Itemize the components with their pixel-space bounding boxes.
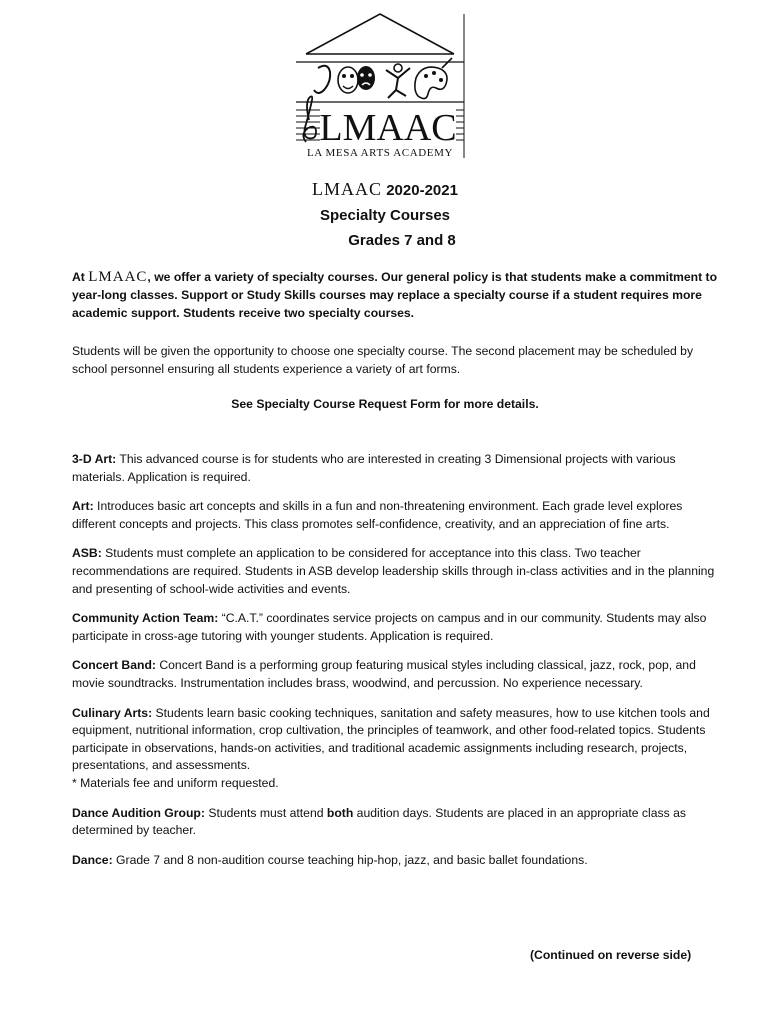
course-name: 3-D Art: [72,452,117,466]
course-description: Students must complete an application to be considered for acceptance into this class. Two teacher recommendations are required. Students in ASB develop leadership skills through in-class activities and in the planning and presenting of school-wide activities and events. [72,546,715,596]
course-community-action-team [72,610,726,645]
title-line-grades: Grades 7 and 8 [348,232,456,249]
course-description: Introduces basic art concepts and skills in a fun and non-threatening environment. Each grade level explores different concepts and projects. This class promotes self-confidence, creativity, and an appreciation of fine arts. [72,499,683,531]
course-concert-band [72,657,726,692]
course-name: Dance: [72,852,113,867]
title-line-courses: Specialty Courses [319,207,451,224]
course-description: Grade 7 and 8 non-audition course teaching hip-hop, jazz, and basic ballet foundations. [112,852,588,867]
course-name: Art: [72,499,94,514]
title-year: 2020-2021 [386,182,458,199]
logo-subtitle: LA MESA ARTS ACADEMY [306,147,454,159]
course-dance [72,852,726,870]
course-name: Culinary Arts: [72,705,153,720]
page-title [0,177,770,253]
choice-paragraph: Students will be given the opportunity to choose one specialty course. The second placement may be scheduled by school personnel ensuring all students experience a variety of art forms. [72,344,694,376]
course-description: This advanced course is for students who are interested in creating 3 Dimensional projects with various materials. Application is required. [72,452,676,484]
intro-paragraph [72,268,724,322]
course-name: ASB: [72,546,102,561]
course-description: Concert Band is a performing group featuring musical styles including classical, jazz, rock, pop, and movie soundtracks. Instrumentation includes brass, woodwind, and percussion. No experience necessary. [72,658,696,690]
course-description: Students learn basic cooking techniques, sanitation and safety measures, how to use kitchen tools and equipment, nutritional information, crop cultivation, the principles of teamwork, and other food-related topics. Students participate in observations, hands-on activities, and traditional academic assignments including research, projects, presentations, and assessments. [72,705,710,773]
course-emphasis: both [326,805,354,820]
logo-wordmark: LMAAC [319,107,457,149]
logo-graphic [292,10,468,160]
lmaac-logo [292,10,468,160]
course-description: “C.A.T.” coordinates service projects on campus and in our community. Students may also participate in cross-age tutoring with younger students. Application is required. [72,611,707,643]
course-name: Concert Band: [72,658,156,673]
course-note: * Materials fee and uniform requested. [72,775,279,790]
see-more-note: See Specialty Course Request Form for more details. [231,397,539,411]
course-name: Community Action Team: [72,611,219,626]
course-description-end: audition days. Students are placed in an appropriate class as determined by teacher. [72,805,686,838]
course-description-start: Students must attend [204,805,327,820]
course-asb [72,545,726,598]
intro-brand: LMAAC [88,269,148,285]
course-3d-art [72,451,726,486]
course-name: Dance Audition Group: [72,805,205,820]
title-brand: LMAAC [312,179,383,199]
course-list [72,451,726,881]
intro-text: , we offer a variety of specialty courses. Our general policy is that students make a commitment to year-long classes. Support or Study Skills courses may replace a specialty course if a student requires more academic support. Students receive two specialty courses. [72,270,718,320]
course-dance-audition-group [72,805,726,840]
course-art [72,498,726,533]
continued-note: (Continued on reverse side) [530,948,692,962]
course-culinary-arts [72,705,726,793]
intro-prefix: At [72,270,89,284]
title-line-year [0,177,770,203]
